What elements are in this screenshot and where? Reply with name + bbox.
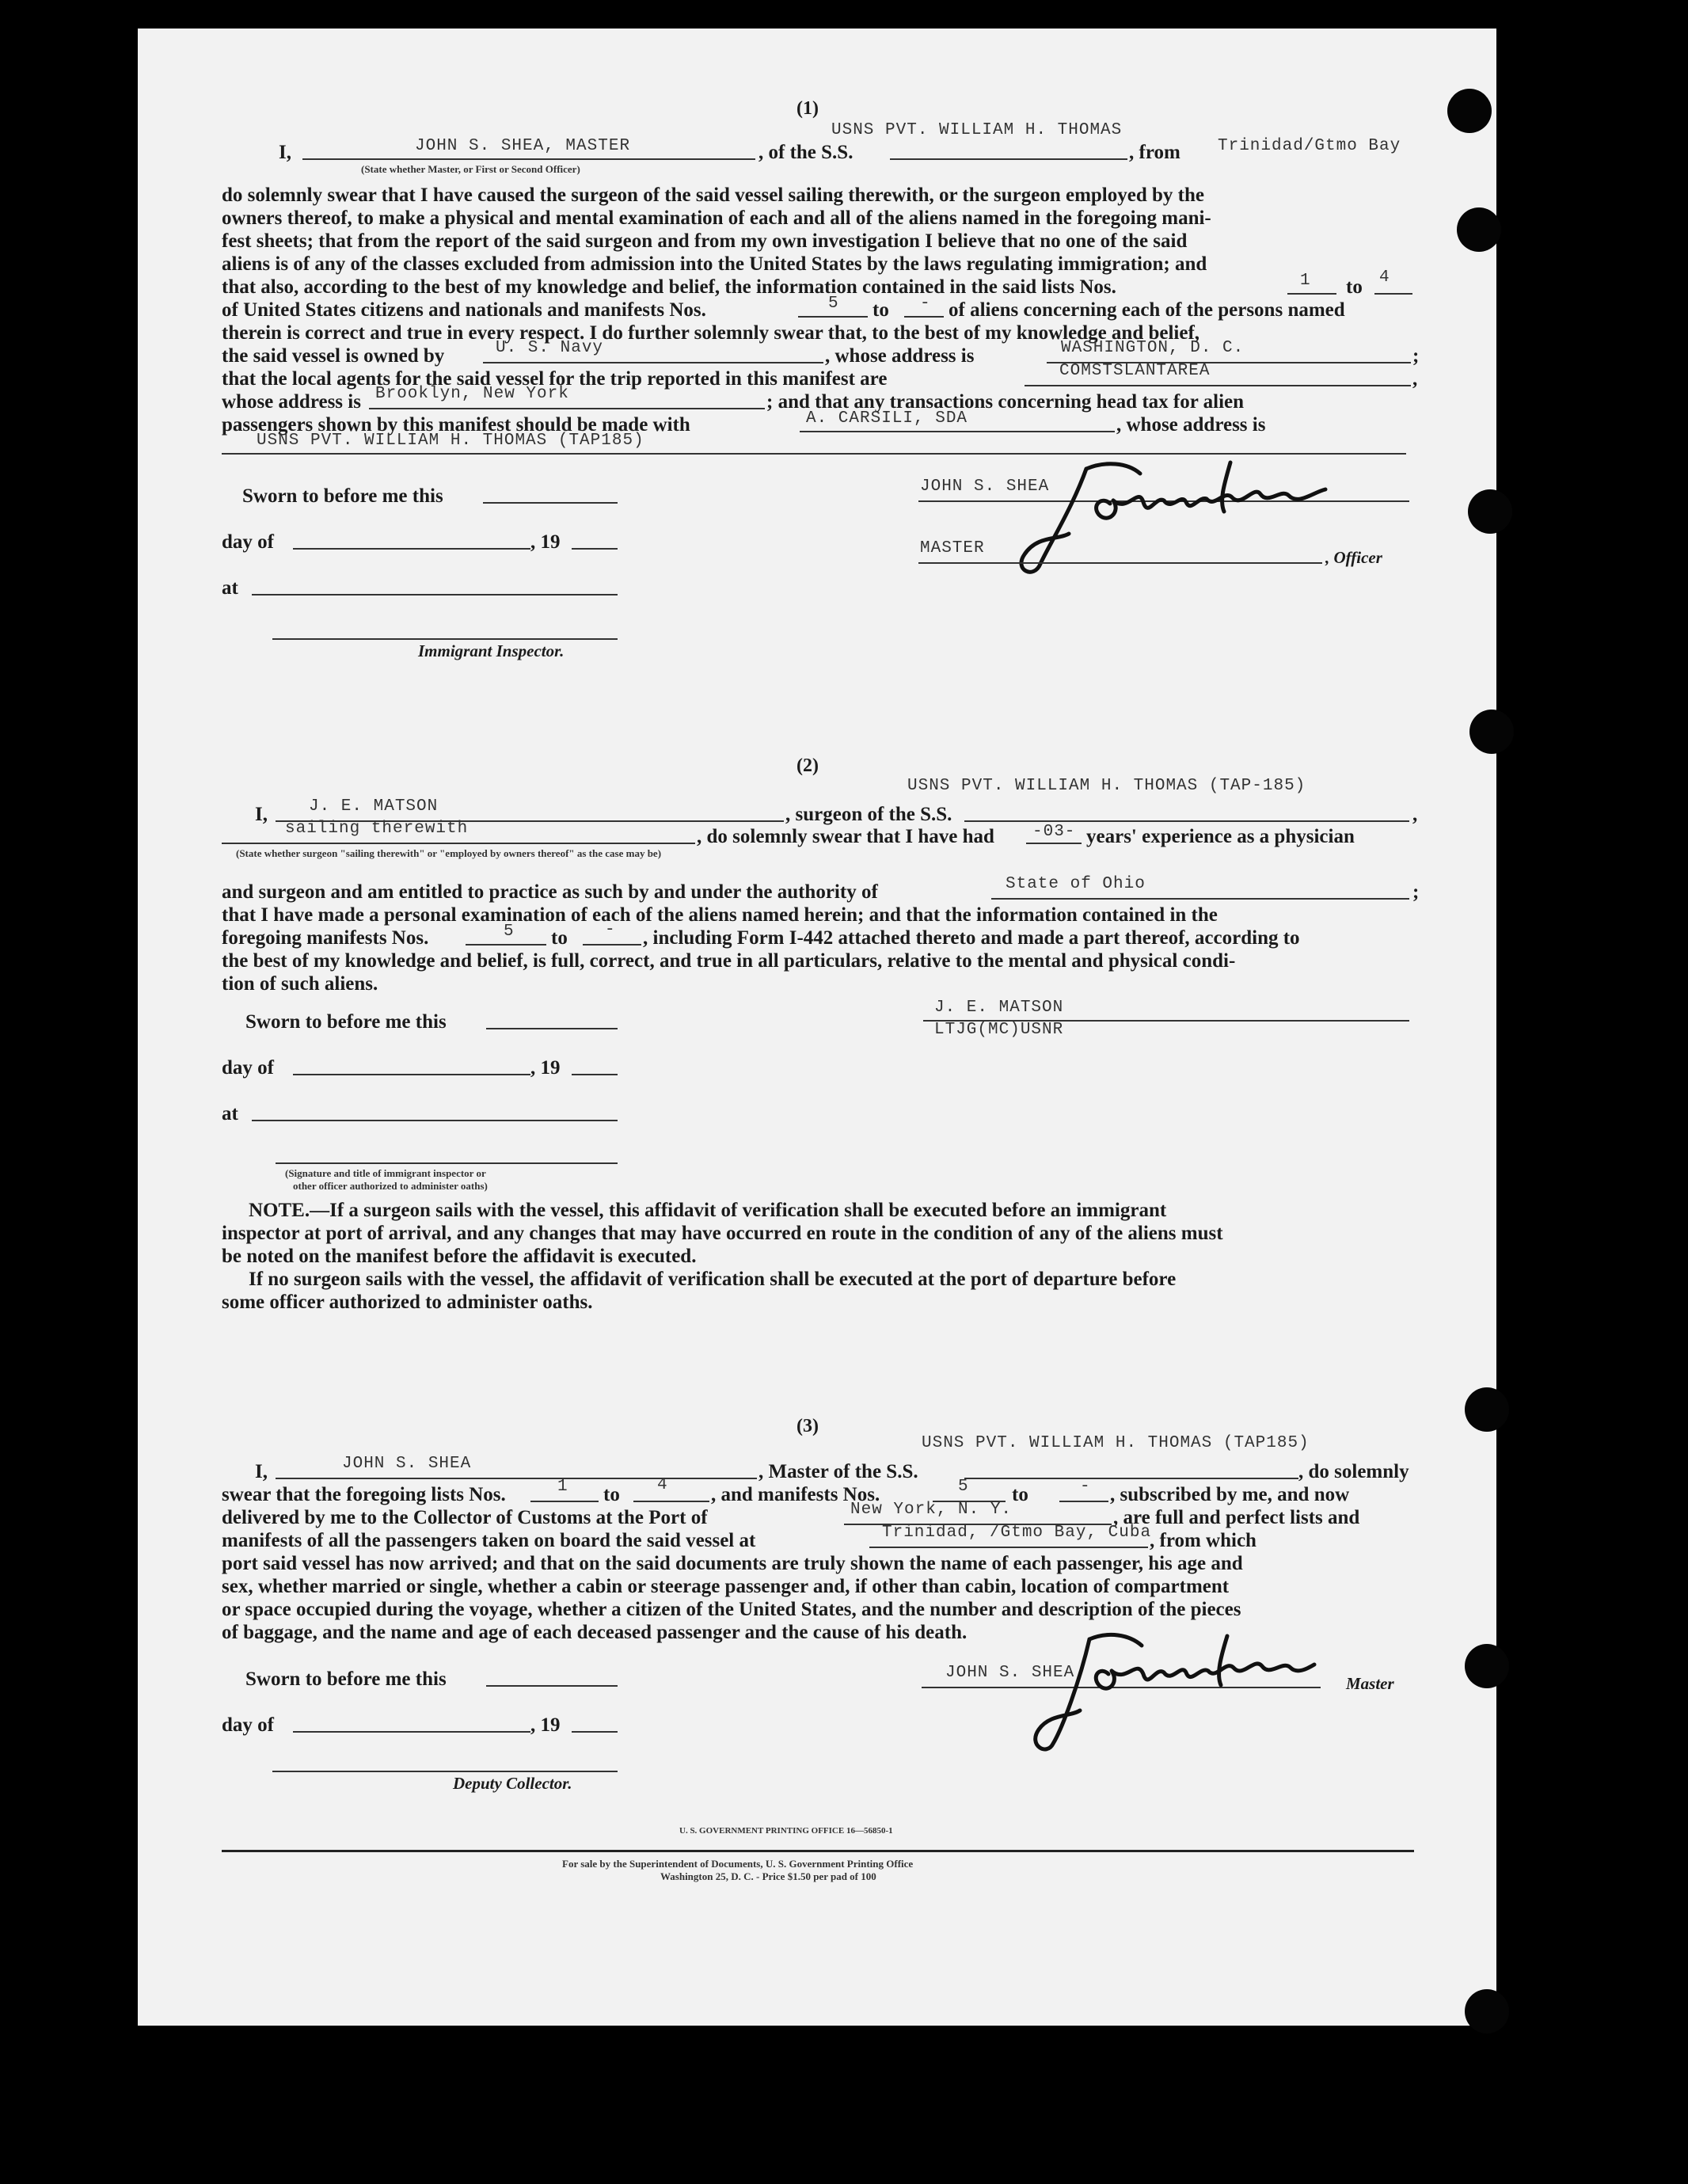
s3-lists-from-line bbox=[530, 1501, 599, 1502]
s1-sworn: Sworn to before me this bbox=[242, 485, 443, 507]
s3-sworn-line bbox=[486, 1685, 618, 1687]
s1-at-line bbox=[252, 594, 618, 595]
s3-departure: Trinidad, /Gtmo Bay, Cuba bbox=[882, 1524, 1152, 1542]
s1-line-1: do solemnly swear that I have caused the surgeon of the said vessel sailing therewith, or the surgeon employed by the bbox=[222, 185, 1204, 206]
s2-vessel-name: USNS PVT. WILLIAM H. THOMAS (TAP-185) bbox=[907, 777, 1306, 795]
s1-whose-address: , whose address is bbox=[825, 345, 975, 367]
s2-day-of: day of bbox=[222, 1057, 274, 1079]
s1-from-label: , from bbox=[1129, 142, 1180, 163]
s2-sailing-status: sailing therewith bbox=[285, 820, 469, 838]
s1-aliens-tail: of aliens concerning each of the persons named bbox=[949, 299, 1345, 321]
s3-master-of-the: , Master of the S.S. bbox=[758, 1461, 918, 1482]
section-1-number: (1) bbox=[796, 98, 819, 119]
manifest-page bbox=[138, 29, 1496, 2026]
s3-line-lists: swear that the foregoing lists Nos. bbox=[222, 1484, 506, 1505]
s2-years-line bbox=[1026, 843, 1082, 844]
s2-line-2: foregoing manifests Nos. bbox=[222, 927, 429, 949]
s2-at: at bbox=[222, 1103, 238, 1124]
signature-shea-1 bbox=[1017, 453, 1349, 580]
binder-hole bbox=[1447, 89, 1492, 133]
s3-vessel-name: USNS PVT. WILLIAM H. THOMAS (TAP185) bbox=[922, 1434, 1310, 1452]
s2-note-4: If no surgeon sails with the vessel, the affidavit of verification shall be executed at the port of departure before bbox=[249, 1269, 1177, 1290]
s3-day-of: day of bbox=[222, 1714, 274, 1736]
s1-line-3: fest sheets; that from the report of the said surgeon and from my own investigation I believe that no one of the said bbox=[222, 230, 1188, 252]
s1-head-tax-party-line bbox=[800, 431, 1115, 432]
s1-day-line bbox=[293, 548, 530, 550]
s2-years: -03- bbox=[1032, 823, 1076, 841]
s2-note-2: inspector at port of arrival, and any changes that may have occurred en route in the condition of any of the aliens must bbox=[222, 1223, 1223, 1244]
s1-lists-to-line bbox=[1374, 293, 1412, 295]
s3-lists-to: 4 bbox=[657, 1476, 668, 1494]
s1-master-line bbox=[302, 158, 755, 160]
s3-lists-from: 1 bbox=[557, 1478, 568, 1496]
s2-line-3: the best of my knowledge and belief, is full, correct, and true in all particulars, relative to the mental and physical condi- bbox=[222, 950, 1236, 972]
s2-signer-rank: LTJG(MC)USNR bbox=[934, 1021, 1064, 1039]
s3-from-which: , from which bbox=[1150, 1530, 1256, 1551]
s2-inspector-line bbox=[276, 1162, 618, 1164]
s1-line-5: that also, according to the best of my knowledge and belief, the information contained in the said lists Nos. bbox=[222, 276, 1116, 298]
s2-surgeon-name: J. E. MATSON bbox=[309, 797, 439, 816]
s1-line-6: of United States citizens and nationals and manifests Nos. bbox=[222, 299, 706, 321]
s2-authority-text: and surgeon and am entitled to practice as such by and under the authority of bbox=[222, 881, 878, 903]
s2-year-prefix: , 19 bbox=[530, 1057, 561, 1079]
s1-master-name: JOHN S. SHEA, MASTER bbox=[415, 137, 631, 155]
s2-authority: State of Ohio bbox=[1006, 875, 1146, 893]
s2-inspector-caption-1: (Signature and title of immigrant inspector or bbox=[285, 1167, 486, 1179]
s3-line-manifests: manifests of all the passengers taken on board the said vessel at bbox=[222, 1530, 756, 1551]
s1-line-7: therein is correct and true in every respect. I do further solemnly swear that, to the best of my knowledge and belief, bbox=[222, 322, 1200, 344]
s3-master-label: Master bbox=[1346, 1674, 1394, 1693]
binder-hole bbox=[1465, 1989, 1509, 2034]
s2-line-1: that I have made a personal examination of each of the aliens named herein; and that the information contained in the bbox=[222, 904, 1218, 926]
s3-to-label: to bbox=[603, 1484, 620, 1505]
s1-lists-from: 1 bbox=[1300, 272, 1311, 290]
binder-hole bbox=[1465, 1644, 1509, 1688]
s1-title-line bbox=[918, 562, 1322, 564]
sale-line-1: For sale by the Superintendent of Documents, U. S. Government Printing Office bbox=[562, 1858, 914, 1870]
s1-manifests-to: - bbox=[920, 295, 931, 313]
s1-rank-caption: (State whether Master, or First or Second Officer) bbox=[361, 163, 580, 175]
s1-vessel-line bbox=[890, 158, 1127, 160]
s1-line-9: that the local agents for the said vessel for the trip reported in this manifest are bbox=[222, 368, 888, 390]
s3-vessel-line bbox=[964, 1478, 1298, 1479]
s3-collector-caption: Deputy Collector. bbox=[453, 1774, 572, 1793]
binder-hole bbox=[1457, 207, 1501, 252]
s3-port: New York, N. Y. bbox=[850, 1501, 1013, 1519]
gpo-line: U. S. GOVERNMENT PRINTING OFFICE 16—56850-1 bbox=[679, 1826, 893, 1836]
s3-year-prefix: , 19 bbox=[530, 1714, 561, 1736]
s2-to-label: to bbox=[551, 927, 568, 949]
s2-signer-typed: J. E. MATSON bbox=[934, 999, 1064, 1017]
binder-hole bbox=[1468, 489, 1512, 534]
sale-line-2: Washington 25, D. C. - Price $1.50 per pad of 100 bbox=[660, 1870, 876, 1882]
s2-form-text: , including Form I-442 attached thereto and made a part thereof, according to bbox=[643, 927, 1300, 949]
s2-sworn-line bbox=[486, 1028, 618, 1029]
s1-day-of: day of bbox=[222, 531, 274, 553]
binder-hole bbox=[1465, 1387, 1509, 1432]
s3-and-manifests: , and manifests Nos. bbox=[711, 1484, 880, 1505]
s1-year-line bbox=[572, 548, 618, 550]
s1-line-4: aliens is of any of the classes excluded from admission into the United States by the laws regulating immigration; and bbox=[222, 253, 1207, 275]
s1-signer-title: MASTER bbox=[920, 539, 985, 557]
s3-line-3: or space occupied during the voyage, whether a citizen of the United States, and the number and description of the pieces bbox=[222, 1599, 1241, 1620]
s3-lists-to-line bbox=[633, 1501, 709, 1502]
signature-shea-3 bbox=[1032, 1625, 1317, 1760]
s3-sworn: Sworn to before me this bbox=[245, 1668, 447, 1690]
s1-head-tax-text: ; and that any transactions concerning head tax for alien bbox=[766, 391, 1245, 413]
s3-master-name: JOHN S. SHEA bbox=[342, 1455, 472, 1473]
s3-collector-line bbox=[272, 1771, 618, 1772]
s3-manifests-from: 5 bbox=[958, 1478, 969, 1496]
s1-manifests-to-line bbox=[904, 316, 944, 318]
s2-years-tail: years' experience as a physician bbox=[1086, 826, 1355, 847]
s1-line-10: whose address is bbox=[222, 391, 361, 413]
s3-line-4: of baggage, and the name and age of each deceased passenger and the cause of his death. bbox=[222, 1622, 968, 1643]
s3-departure-line bbox=[869, 1547, 1148, 1548]
s1-head-tax-party: A. CARSILI, SDA bbox=[806, 409, 968, 428]
binder-hole bbox=[1469, 710, 1514, 754]
s1-owner-address: WASHINGTON, D. C. bbox=[1061, 339, 1245, 357]
s1-local-agents: COMSTSLANTAREA bbox=[1059, 362, 1211, 380]
s1-manifests-from-line bbox=[798, 316, 868, 318]
s2-year-line bbox=[572, 1074, 618, 1075]
s2-sworn: Sworn to before me this bbox=[245, 1011, 447, 1033]
s2-note-3: be noted on the manifest before the affidavit is executed. bbox=[222, 1246, 697, 1267]
s1-agents-address: Brooklyn, New York bbox=[375, 385, 569, 403]
s2-authority-line bbox=[991, 898, 1409, 900]
s1-lists-from-line bbox=[1287, 293, 1336, 295]
s1-line-11: passengers shown by this manifest should be made with bbox=[222, 414, 690, 436]
s2-status-caption: (State whether surgeon "sailing therewith" or "employed by owners thereof" as the case may be) bbox=[236, 847, 662, 859]
s2-swear-text: , do solemnly swear that I have had bbox=[697, 826, 994, 847]
s1-semicolon-1: ; bbox=[1412, 345, 1420, 367]
s1-local-agents-line bbox=[1025, 385, 1411, 386]
s3-line-2: sex, whether married or single, whether a cabin or steerage passenger and, if other than cabin, location of compartment bbox=[222, 1576, 1230, 1597]
s2-line-4: tion of such aliens. bbox=[222, 973, 378, 995]
s2-semicolon-1: ; bbox=[1412, 881, 1420, 903]
s1-whose-address-end: , whose address is bbox=[1116, 414, 1266, 436]
s1-year-prefix: , 19 bbox=[530, 531, 561, 553]
s3-line-delivered: delivered by me to the Collector of Customs at the Port of bbox=[222, 1507, 708, 1528]
s3-signer-typed: JOHN S. SHEA bbox=[945, 1664, 1075, 1682]
s1-at: at bbox=[222, 577, 238, 599]
section-3-number: (3) bbox=[796, 1416, 819, 1436]
s1-to-label-2: to bbox=[873, 299, 889, 321]
s1-comma-1: , bbox=[1412, 368, 1418, 390]
s2-at-line bbox=[252, 1120, 618, 1121]
s2-note-1: NOTE.—If a surgeon sails with the vessel, this affidavit of verification shall be executed before an immigrant bbox=[249, 1200, 1167, 1221]
s1-officer-label: , Officer bbox=[1325, 548, 1382, 567]
s1-vessel-name: USNS PVT. WILLIAM H. THOMAS bbox=[831, 121, 1123, 139]
s1-to-label: to bbox=[1346, 276, 1363, 298]
s1-head-tax-address: USNS PVT. WILLIAM H. THOMAS (TAP185) bbox=[257, 432, 644, 450]
s3-day-line bbox=[293, 1731, 530, 1733]
s3-do-solemnly: , do solemnly bbox=[1298, 1461, 1409, 1482]
s3-line-1: port said vessel has now arrived; and that on the said documents are truly shown the name of each passenger, his age and bbox=[222, 1553, 1243, 1574]
s2-lead-i: I, bbox=[255, 804, 268, 825]
s1-owner-line bbox=[483, 362, 823, 363]
s2-manifests-from-line bbox=[466, 944, 546, 946]
s2-manifests-from: 5 bbox=[504, 923, 515, 941]
s1-lead-i: I, bbox=[279, 142, 291, 163]
s1-signer-typed: JOHN S. SHEA bbox=[920, 478, 1050, 496]
s1-inspector-caption: Immigrant Inspector. bbox=[418, 641, 565, 660]
s1-agents-address-line bbox=[369, 408, 765, 409]
s1-line-2: owners thereof, to make a physical and mental examination of each and all of the aliens named in the foregoing mani- bbox=[222, 207, 1211, 229]
s3-subscribed: , subscribed by me, and now bbox=[1110, 1484, 1350, 1505]
s2-comma-1: , bbox=[1412, 804, 1418, 825]
s1-line-8: the said vessel is owned by bbox=[222, 345, 445, 367]
s3-year-line bbox=[572, 1731, 618, 1733]
s2-sailing-line bbox=[222, 843, 695, 844]
s3-to-label-2: to bbox=[1012, 1484, 1028, 1505]
s1-inspector-line bbox=[272, 638, 618, 640]
s3-full-lists: , are full and perfect lists and bbox=[1113, 1507, 1360, 1528]
s3-lead-i: I, bbox=[255, 1461, 268, 1482]
s1-manifests-from: 5 bbox=[828, 295, 839, 313]
s3-manifests-to-line bbox=[1059, 1501, 1108, 1502]
s2-manifests-to-line bbox=[583, 944, 641, 946]
s1-sworn-line bbox=[483, 502, 618, 504]
s1-from-port: Trinidad/Gtmo Bay bbox=[1218, 137, 1401, 155]
s2-vessel-line bbox=[964, 820, 1409, 822]
s1-of-the-ss: , of the S.S. bbox=[758, 142, 854, 163]
section-2-number: (2) bbox=[796, 755, 819, 776]
s2-surgeon-of-the: , surgeon of the S.S. bbox=[785, 804, 952, 825]
s2-day-line bbox=[293, 1074, 530, 1075]
s3-manifests-to: - bbox=[1080, 1478, 1091, 1496]
s3-master-line bbox=[276, 1478, 757, 1479]
s1-lists-to: 4 bbox=[1379, 268, 1390, 287]
s2-manifests-to: - bbox=[605, 921, 616, 939]
s2-inspector-caption-2: other officer authorized to administer oaths) bbox=[293, 1180, 488, 1192]
footer-rule bbox=[222, 1850, 1414, 1852]
s2-note-5: some officer authorized to administer oaths. bbox=[222, 1292, 593, 1313]
s1-owner: U. S. Navy bbox=[496, 339, 604, 357]
